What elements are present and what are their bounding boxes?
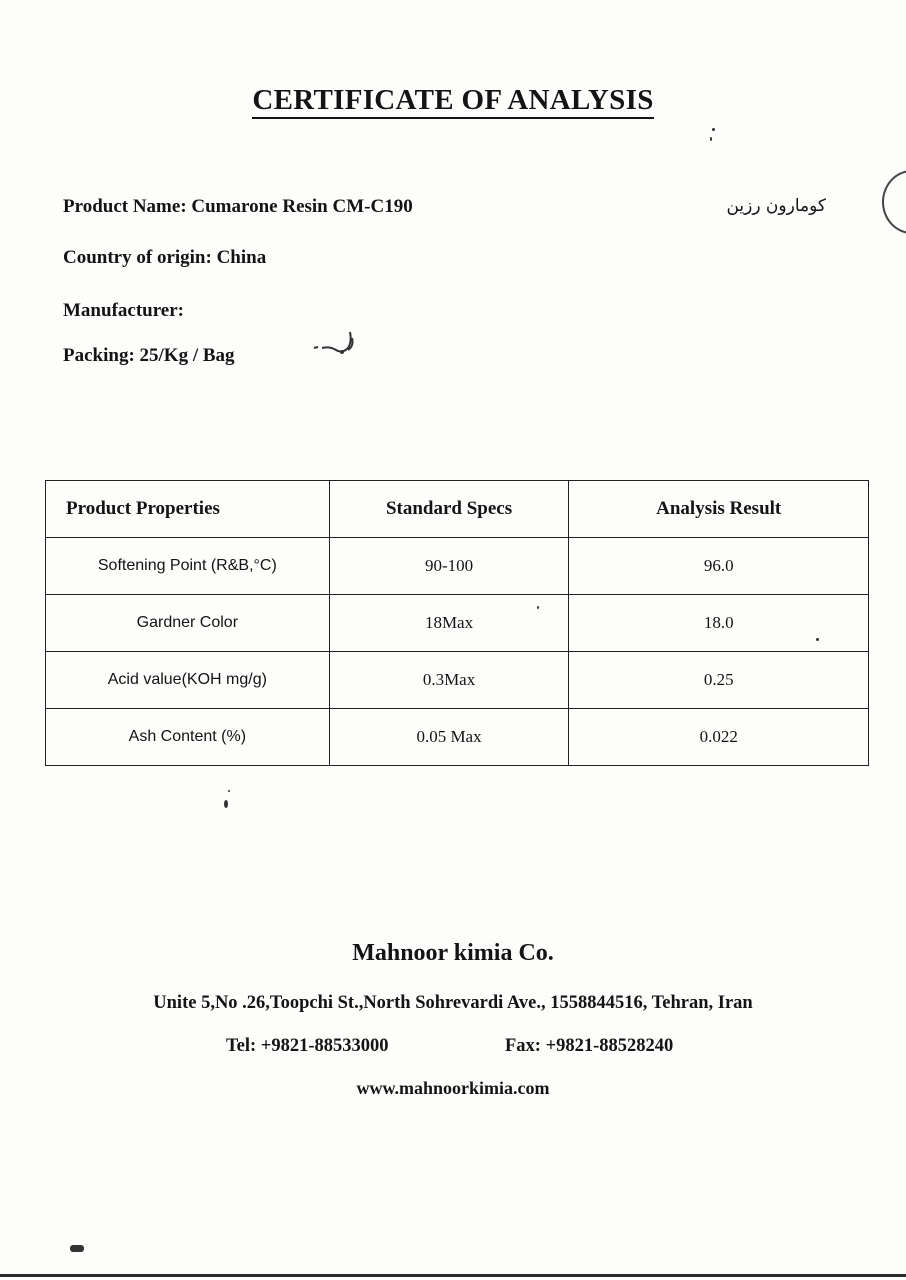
table-header-row (46, 481, 869, 538)
company-website: www.mahnoorkimia.com (356, 1078, 550, 1098)
scan-speck (537, 606, 539, 609)
company-address: Unite 5,No .26,Toopchi St.,North Sohrevardi Ave., 1558844516, Tehran, Iran (153, 993, 753, 1013)
table-row (46, 652, 869, 709)
persian-product-name: کومارون رزین (726, 196, 826, 216)
packing-field: Packing: 25/Kg / Bag (63, 345, 235, 366)
ink-smudge-mark (312, 326, 362, 360)
result-cell: 18.0 (569, 595, 869, 652)
scan-speck (710, 137, 712, 141)
property-cell: Ash Content (%) (46, 709, 330, 766)
scan-speck (224, 800, 228, 808)
telephone-number: Tel: +9821-88533000 (226, 1036, 389, 1056)
table-row (46, 709, 869, 766)
property-cell: Softening Point (R&B,°C) (46, 538, 330, 595)
properties-table (45, 480, 869, 766)
country-of-origin-field: Country of origin: China (63, 247, 267, 268)
spec-cell: 0.05 Max (329, 709, 569, 766)
company-name: Mahnoor kimia Co. (352, 940, 554, 966)
scan-speck (70, 1245, 84, 1252)
spec-cell: 90-100 (329, 538, 569, 595)
table-row (46, 595, 869, 652)
document-title (0, 84, 906, 117)
page-edge-mark (882, 170, 906, 234)
scan-speck (816, 638, 819, 641)
fax-number: Fax: +9821-88528240 (505, 1036, 674, 1056)
header-analysis-result: Analysis Result (569, 481, 869, 538)
table-row (46, 538, 869, 595)
document-title-text: CERTIFICATE OF ANALYSIS (252, 84, 653, 119)
result-cell: 0.022 (569, 709, 869, 766)
header-standard-specs: Standard Specs (329, 481, 569, 538)
scan-speck (712, 128, 715, 131)
result-cell: 0.25 (569, 652, 869, 709)
spec-cell: 0.3Max (329, 652, 569, 709)
spec-cell: 18Max (329, 595, 569, 652)
header-product-properties: Product Properties (46, 481, 330, 538)
result-cell: 96.0 (569, 538, 869, 595)
manufacturer-field: Manufacturer: (63, 300, 185, 321)
property-cell: Acid value(KOH mg/g) (46, 652, 330, 709)
bottom-edge-line (0, 1274, 906, 1277)
property-cell: Gardner Color (46, 595, 330, 652)
product-name-field: Product Name: Cumarone Resin CM-C190 (63, 196, 413, 217)
scan-speck (228, 790, 230, 792)
